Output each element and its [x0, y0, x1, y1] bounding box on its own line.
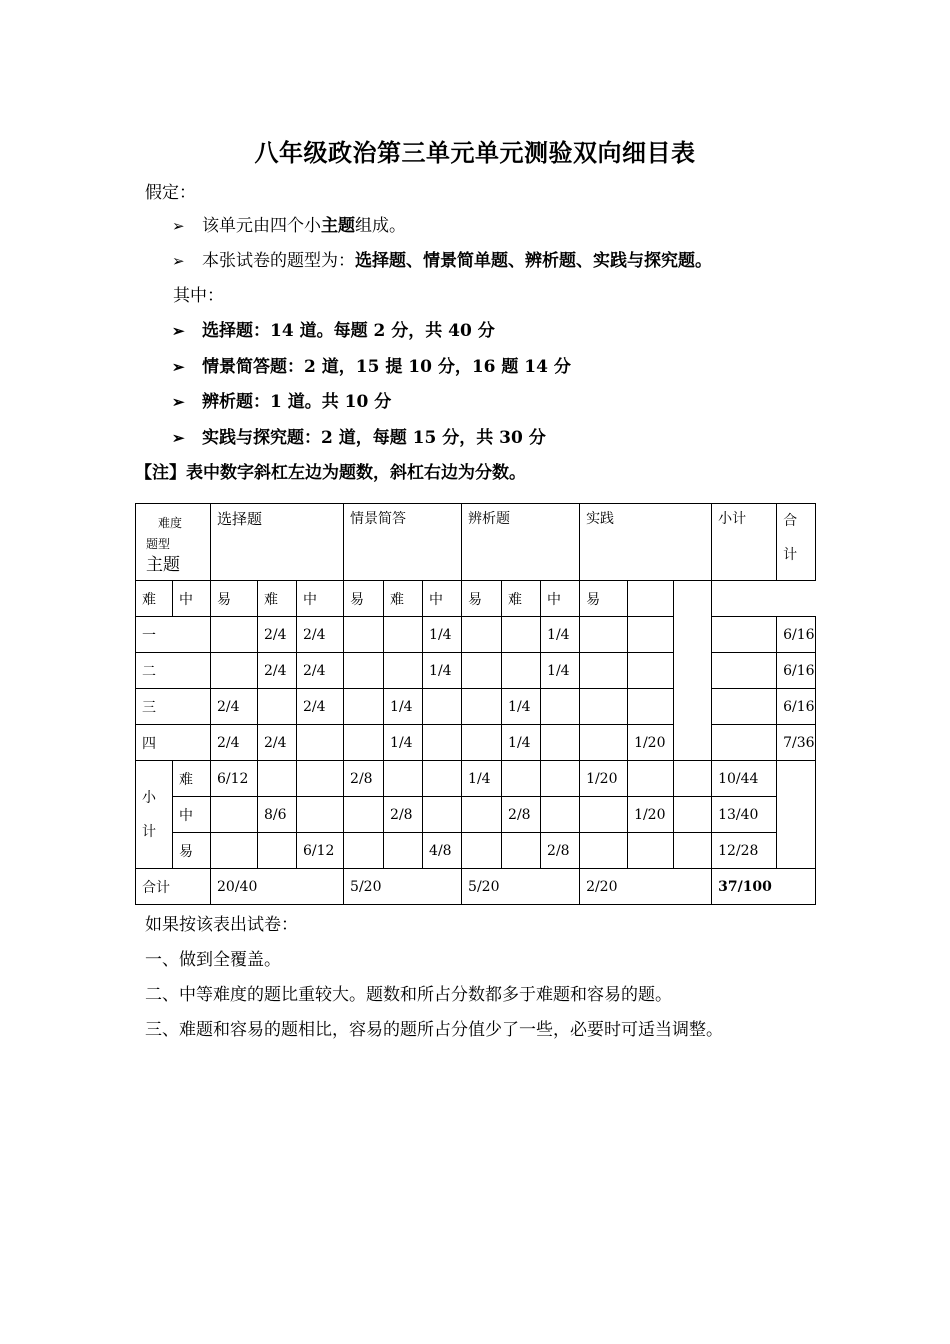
subtotal-cell: 6/16: [777, 653, 816, 689]
level-label: 中: [541, 581, 580, 617]
total-practice: 2/20: [580, 869, 712, 905]
subtotal-cell: 13/40: [712, 797, 777, 833]
data-cell: [502, 653, 541, 689]
bullet-icon: ➢: [172, 217, 185, 235]
conclusion-1: 一、做到全覆盖。: [145, 950, 281, 970]
data-cell: 2/4: [211, 725, 258, 761]
data-cell: [384, 653, 423, 689]
data-cell: [462, 653, 502, 689]
data-cell: 2/8: [344, 761, 384, 797]
data-cell: [258, 833, 297, 869]
data-cell: [423, 725, 462, 761]
data-cell: [423, 797, 462, 833]
data-cell: 2/4: [211, 689, 258, 725]
corner-cell: 难度 题型 主题: [136, 504, 211, 581]
conclusion-3: 三、难题和容易的题相比，容易的题所占分值少了一些，必要时可适当调整。: [145, 1020, 723, 1040]
data-cell: 6/12: [297, 833, 344, 869]
table-row: [136, 725, 816, 761]
total-scenario: 5/20: [344, 869, 462, 905]
data-cell: [541, 725, 580, 761]
bullet-icon: ➢: [172, 252, 185, 270]
data-cell: 2/4: [297, 617, 344, 653]
data-cell: 1/20: [628, 797, 674, 833]
type-header-analysis: 辨析题: [462, 504, 580, 581]
theme-label: 四: [136, 725, 211, 761]
bullet-icon: ➢: [172, 358, 185, 376]
data-cell: [344, 725, 384, 761]
conclusion-intro: 如果按该表出试卷：: [145, 915, 298, 935]
data-cell: [674, 761, 712, 797]
data-cell: 2/4: [297, 653, 344, 689]
data-cell: [628, 653, 674, 689]
level-label: 易: [173, 833, 211, 869]
level-label: 易: [580, 581, 628, 617]
empty-cell: [628, 581, 674, 617]
data-cell: [502, 617, 541, 653]
data-cell: [580, 725, 628, 761]
assume-label: 假定：: [145, 183, 196, 203]
spec-table: [135, 503, 816, 905]
data-cell: 6/12: [211, 761, 258, 797]
type-header-scenario: 情景简答: [344, 504, 462, 581]
data-cell: 1/20: [628, 725, 674, 761]
data-cell: [674, 833, 712, 869]
data-cell: [344, 617, 384, 653]
data-cell: [580, 833, 628, 869]
data-cell: [712, 617, 777, 653]
subtotal-cell: 12/28: [712, 833, 777, 869]
theme-label: 一: [136, 617, 211, 653]
data-cell: 1/4: [384, 689, 423, 725]
table-header-row: [136, 504, 816, 581]
difficulty-row: [136, 581, 816, 617]
data-cell: 1/4: [502, 689, 541, 725]
data-cell: [211, 833, 258, 869]
theme-label: 三: [136, 689, 211, 725]
data-cell: [628, 617, 674, 653]
data-cell: 1/4: [423, 617, 462, 653]
data-cell: [258, 689, 297, 725]
total-blank-cell: [674, 581, 712, 761]
subtotal-cell: 7/36: [777, 725, 816, 761]
data-cell: [211, 653, 258, 689]
data-cell: [344, 833, 384, 869]
intro-line-3: 其中：: [173, 286, 224, 306]
data-cell: 1/20: [580, 761, 628, 797]
data-cell: 1/4: [541, 617, 580, 653]
level-label: 难: [384, 581, 423, 617]
data-cell: [423, 761, 462, 797]
data-cell: [580, 653, 628, 689]
level-label: 易: [211, 581, 258, 617]
data-cell: [297, 761, 344, 797]
total-blank-cell: [777, 761, 816, 869]
grand-total: 37/100: [712, 869, 816, 905]
subtotal-header: 小计: [712, 504, 777, 581]
data-cell: [211, 797, 258, 833]
intro-line-1: ➢ 该单元由四个小主题组成。: [172, 216, 406, 236]
bullet-icon: ➢: [172, 393, 185, 411]
data-cell: [384, 617, 423, 653]
level-label: 中: [297, 581, 344, 617]
data-cell: [344, 653, 384, 689]
subtotal-cell: 6/16: [777, 617, 816, 653]
intro-line-2: ➢ 本张试卷的题型为：选择题、情景简单题、辨析题、实践与探究题。: [172, 251, 712, 271]
data-cell: [297, 797, 344, 833]
data-cell: 2/4: [297, 689, 344, 725]
data-cell: [462, 833, 502, 869]
data-cell: [580, 617, 628, 653]
data-cell: [462, 797, 502, 833]
data-cell: 1/4: [462, 761, 502, 797]
data-cell: 2/4: [258, 653, 297, 689]
data-cell: [712, 725, 777, 761]
data-cell: 2/8: [541, 833, 580, 869]
intro-line-analysis: ➢ 辨析题：1 道。共 10 分: [172, 392, 392, 412]
conclusion-2: 二、中等难度的题比重较大。题数和所占分数都多于难题和容易的题。: [145, 985, 672, 1005]
type-header-choice: 选择题: [211, 504, 344, 581]
intro-line-scenario: ➢ 情景简答题：2 道，15 提 10 分，16 题 14 分: [172, 357, 571, 377]
data-cell: [297, 725, 344, 761]
data-cell: [384, 761, 423, 797]
level-label: 中: [423, 581, 462, 617]
data-cell: [502, 761, 541, 797]
data-cell: 8/6: [258, 797, 297, 833]
data-cell: [423, 689, 462, 725]
data-cell: 4/8: [423, 833, 462, 869]
data-cell: [258, 761, 297, 797]
page-title: 八年级政治第三单元单元测验双向细目表: [254, 139, 696, 167]
data-cell: 2/4: [258, 617, 297, 653]
data-cell: 1/4: [502, 725, 541, 761]
bullet-icon: ➢: [172, 429, 185, 447]
table-row: [136, 653, 816, 689]
theme-label: 二: [136, 653, 211, 689]
data-cell: [541, 689, 580, 725]
data-cell: [211, 617, 258, 653]
subtotal-group-label: 小 计: [136, 761, 173, 869]
total-row: [136, 869, 816, 905]
data-cell: [712, 653, 777, 689]
total-analysis: 5/20: [462, 869, 580, 905]
level-label: 难: [502, 581, 541, 617]
data-cell: [674, 797, 712, 833]
data-cell: 1/4: [384, 725, 423, 761]
data-cell: 2/8: [502, 797, 541, 833]
level-label: 中: [173, 581, 211, 617]
data-cell: [344, 689, 384, 725]
level-label: 难: [258, 581, 297, 617]
data-cell: 1/4: [423, 653, 462, 689]
table-row: [136, 617, 816, 653]
intro-line-choice: ➢ 选择题：14 道。每题 2 分，共 40 分: [172, 321, 495, 341]
data-cell: 1/4: [541, 653, 580, 689]
data-cell: [628, 689, 674, 725]
data-cell: 2/8: [384, 797, 423, 833]
data-cell: [712, 689, 777, 725]
subtotal-cell: 10/44: [712, 761, 777, 797]
data-cell: [344, 797, 384, 833]
data-cell: [541, 797, 580, 833]
data-cell: [462, 725, 502, 761]
intro-line-practice: ➢ 实践与探究题：2 道，每题 15 分，共 30 分: [172, 428, 546, 448]
table-row: [136, 797, 816, 833]
data-cell: [580, 797, 628, 833]
table-row: [136, 833, 816, 869]
level-label: 易: [344, 581, 384, 617]
level-label: 难: [173, 761, 211, 797]
total-row-label: 合计: [136, 869, 211, 905]
data-cell: [580, 689, 628, 725]
data-cell: [628, 833, 674, 869]
data-cell: [502, 833, 541, 869]
table-row: [136, 761, 816, 797]
level-label: 易: [462, 581, 502, 617]
data-cell: [384, 833, 423, 869]
total-choice: 20/40: [211, 869, 344, 905]
data-cell: 2/4: [258, 725, 297, 761]
table-row: [136, 689, 816, 725]
data-cell: [541, 761, 580, 797]
subtotal-cell: 6/16: [777, 689, 816, 725]
level-label: 难: [136, 581, 173, 617]
data-cell: [462, 689, 502, 725]
note-line: 【注】表中数字斜杠左边为题数，斜杠右边为分数。: [135, 463, 526, 483]
total-header: 合 计: [777, 504, 816, 581]
data-cell: [462, 617, 502, 653]
bullet-icon: ➢: [172, 322, 185, 340]
data-cell: [628, 761, 674, 797]
type-header-practice: 实践: [580, 504, 712, 581]
level-label: 中: [173, 797, 211, 833]
